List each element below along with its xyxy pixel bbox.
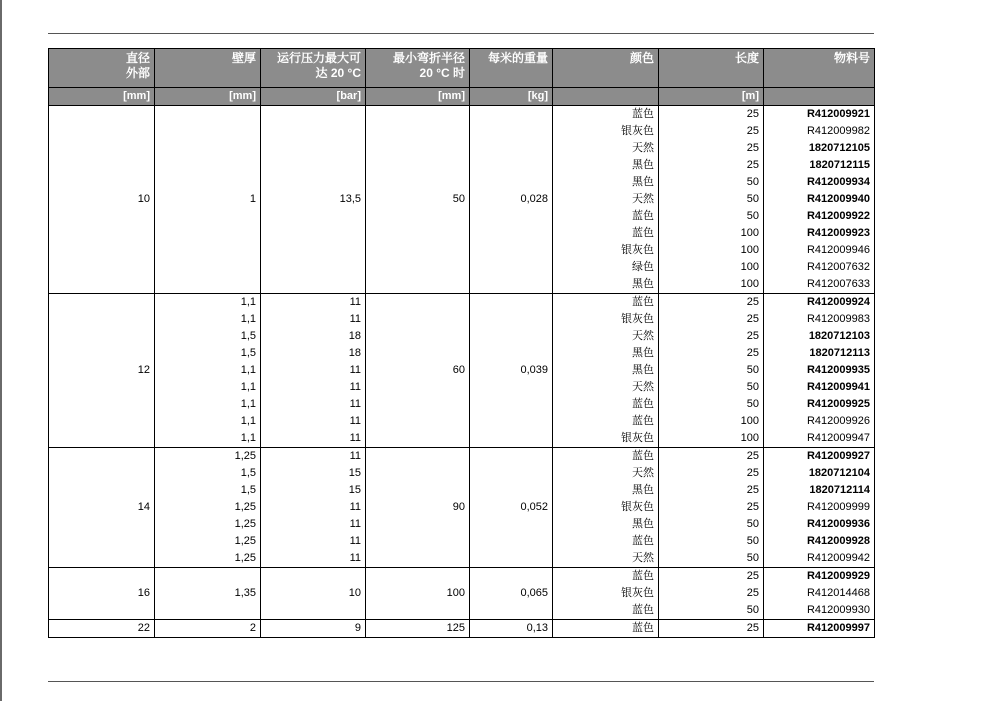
table-row [49, 294, 875, 312]
cell-part-number: R412009929 [764, 568, 875, 586]
cell-color: 银灰色 [553, 499, 659, 516]
table-row [49, 620, 875, 638]
cell-length: 50 [659, 208, 764, 225]
cell-length: 50 [659, 191, 764, 208]
cell-wall-thickness: 1,1 [155, 379, 261, 396]
cell-max-pressure: 11 [261, 499, 366, 516]
cell-part-number: 1820712114 [764, 482, 875, 499]
cell-color: 黑色 [553, 345, 659, 362]
cell-part-number: R412014468 [764, 585, 875, 602]
cell-part-number: R412009924 [764, 294, 875, 312]
cell-wall-thickness: 1,1 [155, 362, 261, 379]
cell-length: 50 [659, 533, 764, 550]
cell-color: 蓝色 [553, 533, 659, 550]
cell-outer-diameter: 16 [49, 568, 155, 620]
cell-part-number: R412009997 [764, 620, 875, 638]
cell-max-pressure: 11 [261, 550, 366, 568]
cell-wall-thickness: 1,25 [155, 448, 261, 466]
cell-max-pressure: 11 [261, 379, 366, 396]
header-label-line: 外部 [125, 66, 150, 80]
table-row [49, 568, 875, 586]
units-row [49, 88, 875, 106]
cell-length: 25 [659, 311, 764, 328]
cell-color: 蓝色 [553, 413, 659, 430]
cell-color: 黑色 [553, 482, 659, 499]
cell-length: 25 [659, 123, 764, 140]
unit-outer-diameter: [mm] [49, 88, 155, 106]
cell-max-pressure: 11 [261, 448, 366, 466]
cell-part-number: R412009928 [764, 533, 875, 550]
cell-color: 银灰色 [553, 585, 659, 602]
cell-part-number: R412009940 [764, 191, 875, 208]
cell-weight-per-meter: 0,028 [470, 106, 553, 294]
cell-length: 100 [659, 413, 764, 430]
cell-part-number: R412009930 [764, 602, 875, 620]
col-header-color [553, 49, 659, 88]
cell-length: 50 [659, 602, 764, 620]
cell-wall-thickness: 1,1 [155, 413, 261, 430]
header-label-line: 物料号 [833, 51, 870, 65]
col-header-part-number [764, 49, 875, 88]
cell-part-number: R412007633 [764, 276, 875, 294]
cell-color: 天然 [553, 465, 659, 482]
col-header-length [659, 49, 764, 88]
cell-wall-thickness: 1,1 [155, 311, 261, 328]
header-label-line: 颜色 [629, 51, 654, 65]
header-label-line: 20 °C 时 [419, 66, 465, 80]
cell-max-pressure: 15 [261, 465, 366, 482]
cell-color: 天然 [553, 140, 659, 157]
diameter-group [49, 568, 875, 620]
cell-length: 50 [659, 362, 764, 379]
cell-part-number: R412009934 [764, 174, 875, 191]
cell-part-number: 1820712113 [764, 345, 875, 362]
cell-outer-diameter: 12 [49, 294, 155, 448]
cell-color: 蓝色 [553, 620, 659, 638]
cell-length: 25 [659, 106, 764, 124]
cell-max-pressure: 11 [261, 413, 366, 430]
cell-length: 25 [659, 140, 764, 157]
header-label-line: 直径 [125, 51, 150, 65]
cell-part-number: R412009927 [764, 448, 875, 466]
cell-max-pressure: 18 [261, 345, 366, 362]
cell-color: 蓝色 [553, 396, 659, 413]
cell-length: 25 [659, 568, 764, 586]
cell-length: 25 [659, 345, 764, 362]
cell-length: 50 [659, 379, 764, 396]
cell-color: 银灰色 [553, 311, 659, 328]
cell-color: 蓝色 [553, 602, 659, 620]
header-label-line: 每米的重量 [487, 51, 548, 65]
cell-length: 50 [659, 396, 764, 413]
header-label-line: 达 20 °C [315, 66, 361, 80]
cell-max-pressure: 13,5 [261, 106, 366, 294]
cell-part-number: 1820712115 [764, 157, 875, 174]
cell-weight-per-meter: 0,052 [470, 448, 553, 568]
cell-max-pressure: 11 [261, 516, 366, 533]
cell-min-bend-radius: 90 [366, 448, 470, 568]
cell-wall-thickness: 1,1 [155, 294, 261, 312]
cell-length: 25 [659, 482, 764, 499]
cell-max-pressure: 11 [261, 362, 366, 379]
cell-part-number: R412009982 [764, 123, 875, 140]
cell-length: 100 [659, 242, 764, 259]
cell-min-bend-radius: 60 [366, 294, 470, 448]
cell-wall-thickness: 1,5 [155, 482, 261, 499]
unit-min-bend-radius: [mm] [366, 88, 470, 106]
top-rule [48, 33, 874, 34]
cell-max-pressure: 10 [261, 568, 366, 620]
cell-color: 银灰色 [553, 242, 659, 259]
table-row [49, 106, 875, 124]
col-header-wall-thickness [155, 49, 261, 88]
unit-color [553, 88, 659, 106]
unit-part-number [764, 88, 875, 106]
cell-part-number: R412009999 [764, 499, 875, 516]
cell-max-pressure: 11 [261, 396, 366, 413]
cell-length: 100 [659, 276, 764, 294]
cell-weight-per-meter: 0,065 [470, 568, 553, 620]
cell-part-number: R412009935 [764, 362, 875, 379]
cell-wall-thickness: 1,5 [155, 345, 261, 362]
cell-length: 50 [659, 174, 764, 191]
unit-weight-per-meter: [kg] [470, 88, 553, 106]
unit-wall-thickness: [mm] [155, 88, 261, 106]
unit-length: [m] [659, 88, 764, 106]
header-label-line: 壁厚 [231, 51, 256, 65]
unit-max-pressure: [bar] [261, 88, 366, 106]
cell-length: 25 [659, 499, 764, 516]
cell-length: 25 [659, 157, 764, 174]
cell-color: 黑色 [553, 516, 659, 533]
cell-color: 天然 [553, 328, 659, 345]
cell-max-pressure: 15 [261, 482, 366, 499]
cell-color: 黑色 [553, 157, 659, 174]
table-row [49, 448, 875, 466]
cell-max-pressure: 11 [261, 533, 366, 550]
cell-wall-thickness: 1,5 [155, 465, 261, 482]
header-row [49, 49, 875, 88]
cell-max-pressure: 9 [261, 620, 366, 638]
cell-length: 50 [659, 516, 764, 533]
cell-part-number: R412009942 [764, 550, 875, 568]
cell-outer-diameter: 10 [49, 106, 155, 294]
cell-wall-thickness: 1,25 [155, 499, 261, 516]
cell-part-number: R412007632 [764, 259, 875, 276]
cell-color: 银灰色 [553, 430, 659, 448]
diameter-group [49, 620, 875, 638]
cell-length: 100 [659, 225, 764, 242]
cell-part-number: R412009946 [764, 242, 875, 259]
diameter-group [49, 448, 875, 568]
cell-wall-thickness: 1,5 [155, 328, 261, 345]
cell-color: 天然 [553, 191, 659, 208]
cell-color: 天然 [553, 379, 659, 396]
cell-min-bend-radius: 125 [366, 620, 470, 638]
cell-wall-thickness: 1,25 [155, 516, 261, 533]
cell-part-number: R412009925 [764, 396, 875, 413]
cell-color: 银灰色 [553, 123, 659, 140]
cell-part-number: 1820712104 [764, 465, 875, 482]
bottom-rule [48, 681, 874, 682]
cell-part-number: 1820712103 [764, 328, 875, 345]
cell-length: 100 [659, 259, 764, 276]
cell-length: 25 [659, 620, 764, 638]
col-header-weight-per-meter [470, 49, 553, 88]
page-left-border [0, 0, 2, 701]
col-header-max-pressure [261, 49, 366, 88]
cell-max-pressure: 11 [261, 311, 366, 328]
cell-part-number: R412009923 [764, 225, 875, 242]
header-label-line: 长度 [734, 51, 759, 65]
cell-color: 绿色 [553, 259, 659, 276]
cell-wall-thickness: 1,35 [155, 568, 261, 620]
cell-color: 蓝色 [553, 106, 659, 124]
cell-wall-thickness: 1,25 [155, 533, 261, 550]
cell-part-number: R412009926 [764, 413, 875, 430]
cell-length: 25 [659, 465, 764, 482]
cell-color: 黑色 [553, 362, 659, 379]
cell-length: 100 [659, 430, 764, 448]
cell-color: 黑色 [553, 174, 659, 191]
cell-wall-thickness: 2 [155, 620, 261, 638]
cell-length: 25 [659, 448, 764, 466]
cell-length: 50 [659, 550, 764, 568]
cell-max-pressure: 18 [261, 328, 366, 345]
cell-color: 黑色 [553, 276, 659, 294]
diameter-group [49, 294, 875, 448]
cell-wall-thickness: 1,1 [155, 430, 261, 448]
cell-weight-per-meter: 0,039 [470, 294, 553, 448]
cell-part-number: R412009922 [764, 208, 875, 225]
hose-spec-table [48, 48, 875, 638]
cell-part-number: R412009936 [764, 516, 875, 533]
cell-max-pressure: 11 [261, 294, 366, 312]
cell-wall-thickness: 1 [155, 106, 261, 294]
cell-wall-thickness: 1,25 [155, 550, 261, 568]
cell-part-number: R412009983 [764, 311, 875, 328]
cell-part-number: R412009941 [764, 379, 875, 396]
col-header-min-bend-radius [366, 49, 470, 88]
cell-length: 25 [659, 294, 764, 312]
cell-part-number: 1820712105 [764, 140, 875, 157]
cell-color: 蓝色 [553, 208, 659, 225]
cell-color: 天然 [553, 550, 659, 568]
cell-color: 蓝色 [553, 225, 659, 242]
header-label-line: 运行压力最大可 [276, 51, 361, 65]
cell-outer-diameter: 22 [49, 620, 155, 638]
cell-part-number: R412009921 [764, 106, 875, 124]
cell-part-number: R412009947 [764, 430, 875, 448]
cell-color: 蓝色 [553, 294, 659, 312]
cell-wall-thickness: 1,1 [155, 396, 261, 413]
cell-max-pressure: 11 [261, 430, 366, 448]
diameter-group [49, 106, 875, 294]
cell-length: 25 [659, 328, 764, 345]
cell-color: 蓝色 [553, 448, 659, 466]
cell-min-bend-radius: 100 [366, 568, 470, 620]
header-label-line: 最小弯折半径 [392, 51, 465, 65]
cell-outer-diameter: 14 [49, 448, 155, 568]
col-header-outer-diameter [49, 49, 155, 88]
cell-weight-per-meter: 0,13 [470, 620, 553, 638]
cell-color: 蓝色 [553, 568, 659, 586]
cell-min-bend-radius: 50 [366, 106, 470, 294]
cell-length: 25 [659, 585, 764, 602]
